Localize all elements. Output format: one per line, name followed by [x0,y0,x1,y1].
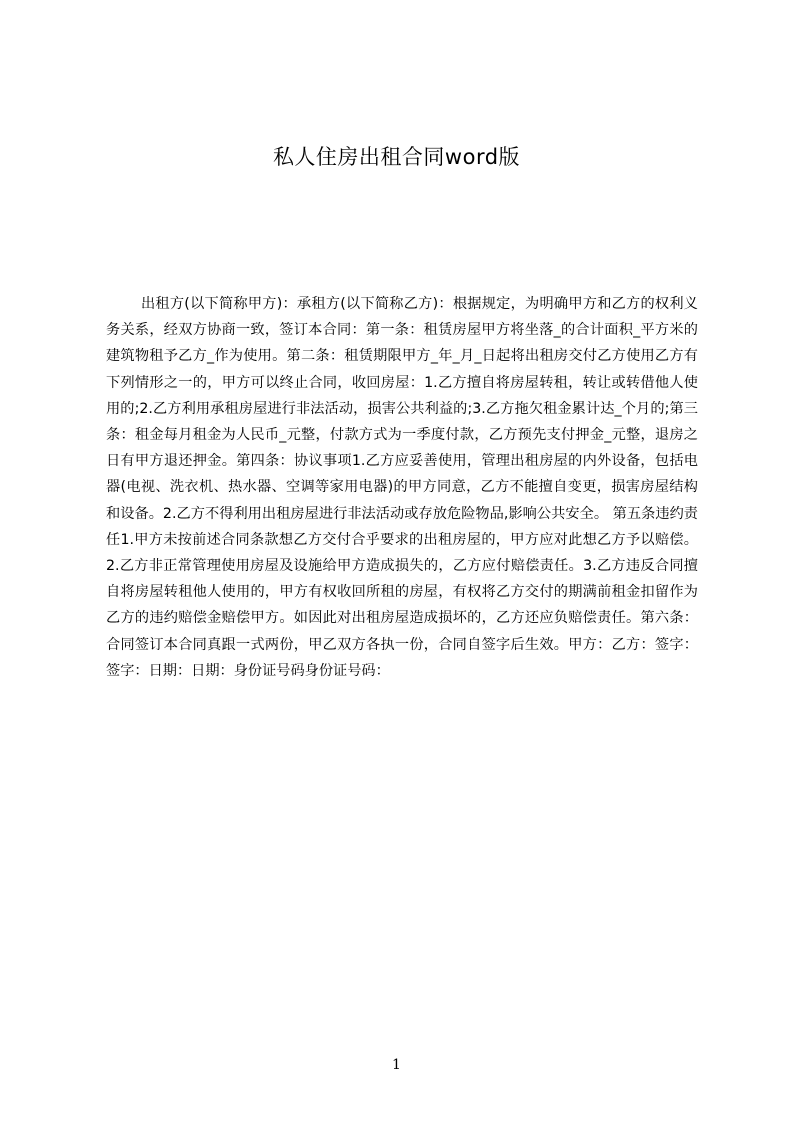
page-number: 1 [392,1057,401,1073]
document-title: 私人住房出租合同word版 [272,145,521,169]
contract-body-text: 出租方(以下简称甲方)：承租方(以下简称乙方)：根据规定，为明确甲方和乙方的权利义务关系，经双方协商一致，签订本合同：第一条：租赁房屋甲方将坐落_的合计面积_平方米的建筑物租予乙方_作为使用。第二条：租赁期限甲方_年_月_日起将出租房交付乙方使用乙方有下列情形之一的，甲方可以终止合同，收回房屋：1.乙方擅自将房屋转租，转让或转借他人使用的;2.乙方利用承租房屋进行非法活动，损害公共利益的;3.乙方拖欠租金累计达_个月的;第三条：租金每月租金为人民币_元整，付款方式为一季度付款，乙方预先支付押金_元整，退房之日有甲方退还押金。第四条：协议事项1.乙方应妥善使用，管理出租房屋的内外设备，包括电器(电视、洗衣机、热水器、空调等家用电器)的甲方同意，乙方不能擅自变更，损害房屋结构和设备。2.乙方不得利用出租房屋进行非法活动或存放危险物品,影响公共安全。 第五条违约责任1.甲方未按前述合同条款想乙方交付合乎要求的出租房屋的，甲方应对此想乙方予以赔偿。2.乙方非正常管理使用房屋及设施给甲方造成损失的，乙方应付赔偿责任。3.乙方违反合同擅自将房屋转租他人使用的，甲方有权收回所租的房屋，有权将乙方交付的期满前租金扣留作为乙方的违约赔偿金赔偿甲方。如因此对出租房屋造成损坏的，乙方还应负赔偿责任。第六条：合同签订本合同真跟一式两份，甲乙双方各执一份，合同自签字后生效。甲方：乙方：签字：签字：日期：日期：身份证号码身份证号码： [106,296,698,679]
